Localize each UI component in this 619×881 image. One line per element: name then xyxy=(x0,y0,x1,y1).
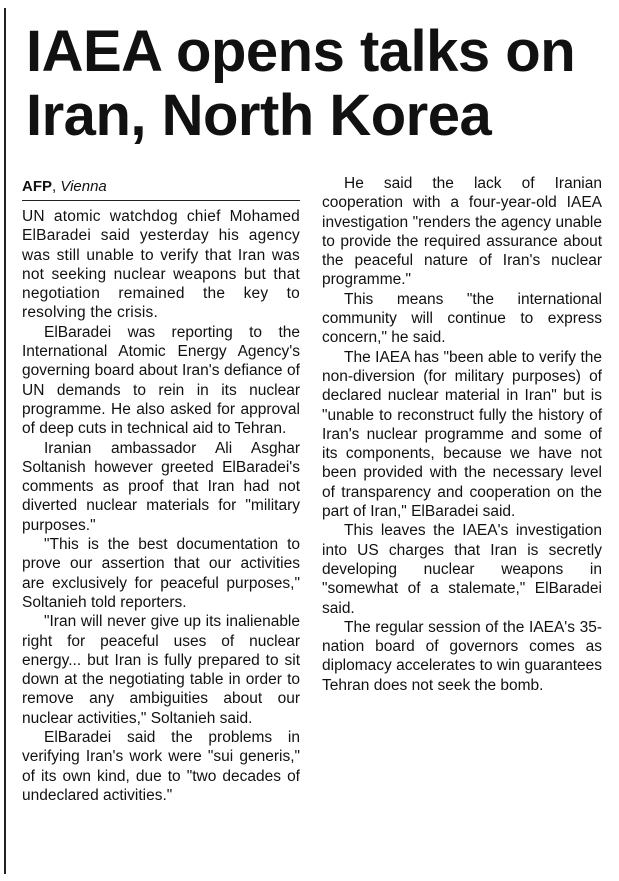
dateline: AFP, Vienna xyxy=(22,178,300,201)
dateline-city: Vienna xyxy=(60,178,107,195)
paragraph-5: "Iran will never give up its inalienable right for peaceful uses of nuclear energy... but Iran is fully prepared to sit down at the negotiating table in order to remove any ambiguities about our nuclear activities," Soltanieh said. xyxy=(22,613,300,727)
paragraph-8: This means "the international community will continue to express concern," he said. xyxy=(322,290,602,347)
paragraph-10: This leaves the IAEA's investigation into US charges that Iran is secretly developing nuclear weapons in "somewhat of a stalemate," ElBaradei said. xyxy=(322,522,602,617)
headline: IAEA opens talks on Iran, North Korea xyxy=(26,19,576,148)
paragraph-6: ElBaradei said the problems in verifying Iran's work were "sui generis," of its own kind, due to "two decades of undeclared activities." xyxy=(22,729,300,804)
paragraph-9: The IAEA has "been able to verify the non-diversion (for military purposes) of declared nuclear material in Iran" but is "unable to reconstruct fully the history of Iran's nuclear programme and some of its components, because we have not been provided with the necessary level of transparency and cooperation on the part of Iran," ElBaradei said. xyxy=(322,348,602,521)
paragraph-11: The regular session of the IAEA's 35-nation board of governors comes as diplomacy accelerates to win guarantees Tehran does not seek the bomb. xyxy=(322,618,603,694)
agency-name: AFP xyxy=(22,178,52,195)
paragraph-1: UN atomic watchdog chief Mohamed ElBaradei said yesterday his agency was still unable to verify that Iran was not seeking nuclear weapons but that negotiation remained the key to resolving the crisis. xyxy=(22,208,300,322)
paragraph-4: "This is the best documentation to prove our assertion that our activities are exclusively for peaceful purposes," Soltanieh told reporters. xyxy=(22,536,300,611)
paragraph-2: ElBaradei was reporting to the International Atomic Energy Agency's governing board about Iran's defiance of UN demands to rein in its nuclear programme. He also asked for approval of deep cuts in technical aid to Tehran. xyxy=(22,323,300,438)
column-rule xyxy=(4,8,6,874)
paragraph-7: He said the lack of Iranian cooperation with a four-year-old IAEA investigation "renders the agency unable to provide the required assurance about the peaceful nature of Iran's nuclear programme." xyxy=(322,175,602,289)
article-column-right xyxy=(322,174,602,695)
article-column-left xyxy=(22,178,300,805)
paragraph-3: Iranian ambassador Ali Asghar Soltanish however greeted ElBaradei's comments as proof that Iran had not diverted nuclear materials for "military purposes." xyxy=(22,439,300,534)
